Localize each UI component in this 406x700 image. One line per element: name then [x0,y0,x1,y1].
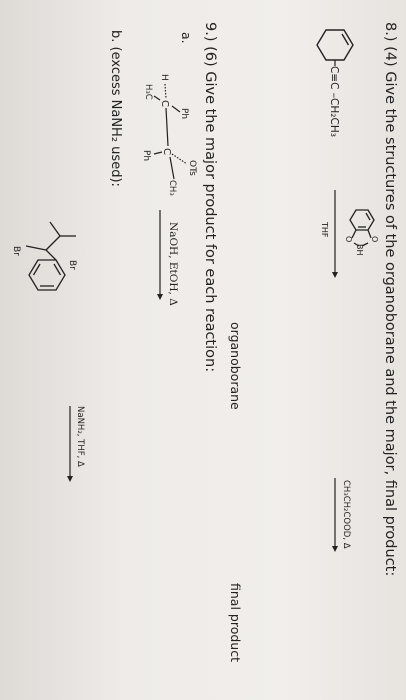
ph-bottom: Ph [141,150,151,162]
h-atom: H [159,74,169,81]
arrowhead-a [157,294,163,300]
q8-heading: 8.) (4) Give the structures of the organoborane and the major, final product: [382,22,398,577]
arrowhead-b [67,476,73,482]
reagent-o-bottom: O [344,236,353,243]
step2-reagent: CH₃CH₂COOD, Δ [341,480,351,549]
reagent-o-top: O [370,236,379,243]
ph-top: Ph [179,108,189,120]
br-bottom: Br [11,246,21,256]
reagent-b: NaNH₂, THF, Δ [75,406,85,467]
substrate-a-bonds [154,84,187,179]
h3c-group: H₃C [143,84,153,100]
part-b-label: b. (excess NaNH₂ used): [108,30,123,187]
ots-group: OTs [187,160,197,176]
q9-heading: 9.) (6) Give the major product for each reaction: [202,22,218,373]
reagent-a: NaOH, EtOH, Δ [167,222,179,306]
ch3-group: CH₃ [167,180,177,196]
label-final-product: final product [228,583,243,662]
carbon-left: C [159,100,170,107]
part-a-label: a. [179,32,194,44]
reagent-bh: BH [355,244,364,256]
alkyne-substituent: C≡C –CH₂CH₃ [328,66,340,137]
substrate-b-structure [26,222,76,290]
arrowhead-2 [332,546,338,552]
carbon-right: C [161,148,172,155]
label-organoborane: organoborane [228,322,243,410]
cyclohexene-ring [317,30,353,60]
arrowhead-1 [332,272,338,278]
br-top: Br [67,260,77,270]
solvent-thf: THF [320,222,329,238]
